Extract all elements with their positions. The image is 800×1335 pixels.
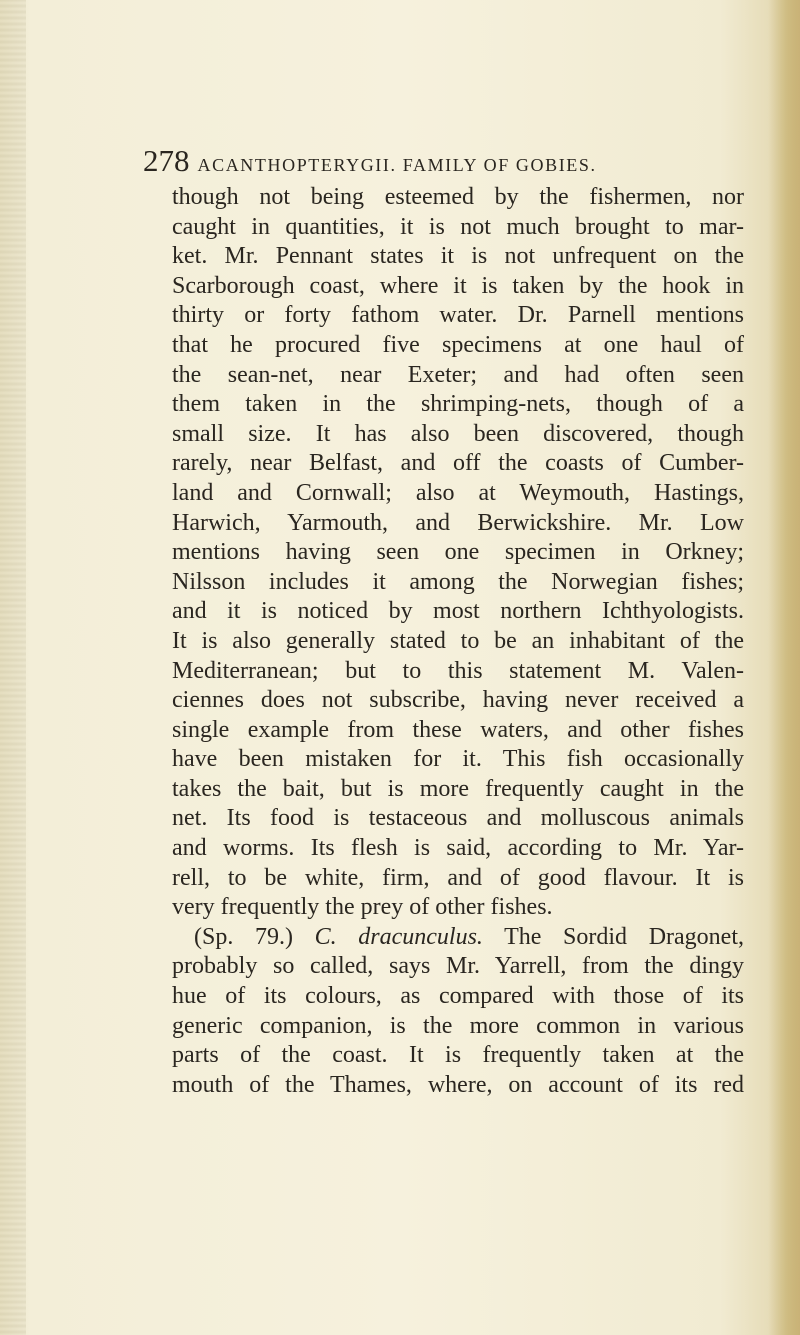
text-line: rarely, near Belfast, and off the coasts of Cumber- — [172, 450, 744, 477]
text-line: caught in quantities, it is not much brought to mar- — [172, 213, 744, 240]
text-line: ket. Mr. Pennant states it is not unfrequent on the — [172, 243, 744, 270]
page-edge — [768, 0, 800, 1335]
text-line: probably so called, says Mr. Yarrell, from the dingy — [172, 953, 744, 980]
text-line: single example from these waters, and other fishes — [172, 716, 744, 743]
text-line: them taken in the shrimping-nets, though of a — [172, 391, 744, 418]
binding-edge — [0, 0, 26, 1335]
text-line: Scarborough coast, where it is taken by the hook in — [172, 272, 744, 299]
text-line: and it is noticed by most northern Ichthyologists. — [172, 598, 744, 625]
text-line: land and Cornwall; also at Weymouth, Hastings, — [172, 479, 744, 506]
text-line: net. Its food is testaceous and molluscous animals — [172, 805, 744, 832]
species-heading-line — [172, 923, 744, 953]
text-line: though not being esteemed by the fishermen, nor — [172, 184, 744, 210]
text-line: Harwich, Yarmouth, and Berwickshire. Mr. Low — [172, 509, 744, 536]
species-heading-rest: The Sordid Dragonet, — [482, 923, 744, 950]
species-number: (Sp. 79.) — [194, 923, 315, 950]
text-line: Mediterranean; but to this statement M. Valen- — [172, 657, 744, 684]
page-number: 278 — [143, 143, 190, 178]
text-line: and worms. Its flesh is said, according to Mr. Yar- — [172, 835, 744, 862]
text-line: Nilsson includes it among the Norwegian fishes; — [172, 568, 744, 595]
text-line: the sean-net, near Exeter; and had often seen — [172, 361, 744, 388]
text-line: It is also generally stated to be an inhabitant of the — [172, 627, 744, 654]
text-line: parts of the coast. It is frequently taken at the — [172, 1042, 744, 1069]
text-line: ciennes does not subscribe, having never received a — [172, 687, 744, 714]
text-line: have been mistaken for it. This fish occasionally — [172, 746, 744, 773]
text-line: mentions having seen one specimen in Orkney; — [172, 539, 744, 566]
text-line: hue of its colours, as compared with those of its — [172, 983, 744, 1010]
body-text — [172, 183, 744, 1100]
text-line: very frequently the prey of other fishes. — [172, 894, 553, 921]
text-line: mouth of the Thames, where, on account of its red — [172, 1071, 744, 1098]
text-line: rell, to be white, firm, and of good flavour. It is — [172, 864, 744, 891]
species-name: C. dracunculus. — [314, 923, 483, 950]
text-line: thirty or forty fathom water. Dr. Parnell mentions — [172, 302, 744, 329]
running-head: ACANTHOPTERYGII. FAMILY OF GOBIES. — [197, 155, 597, 175]
text-line: takes the bait, but is more frequently caught in the — [172, 775, 744, 802]
text-line: small size. It has also been discovered, though — [172, 420, 744, 447]
page-header — [143, 143, 743, 183]
text-line: generic companion, is the more common in various — [172, 1012, 744, 1039]
text-line: that he procured five specimens at one haul of — [172, 331, 744, 358]
